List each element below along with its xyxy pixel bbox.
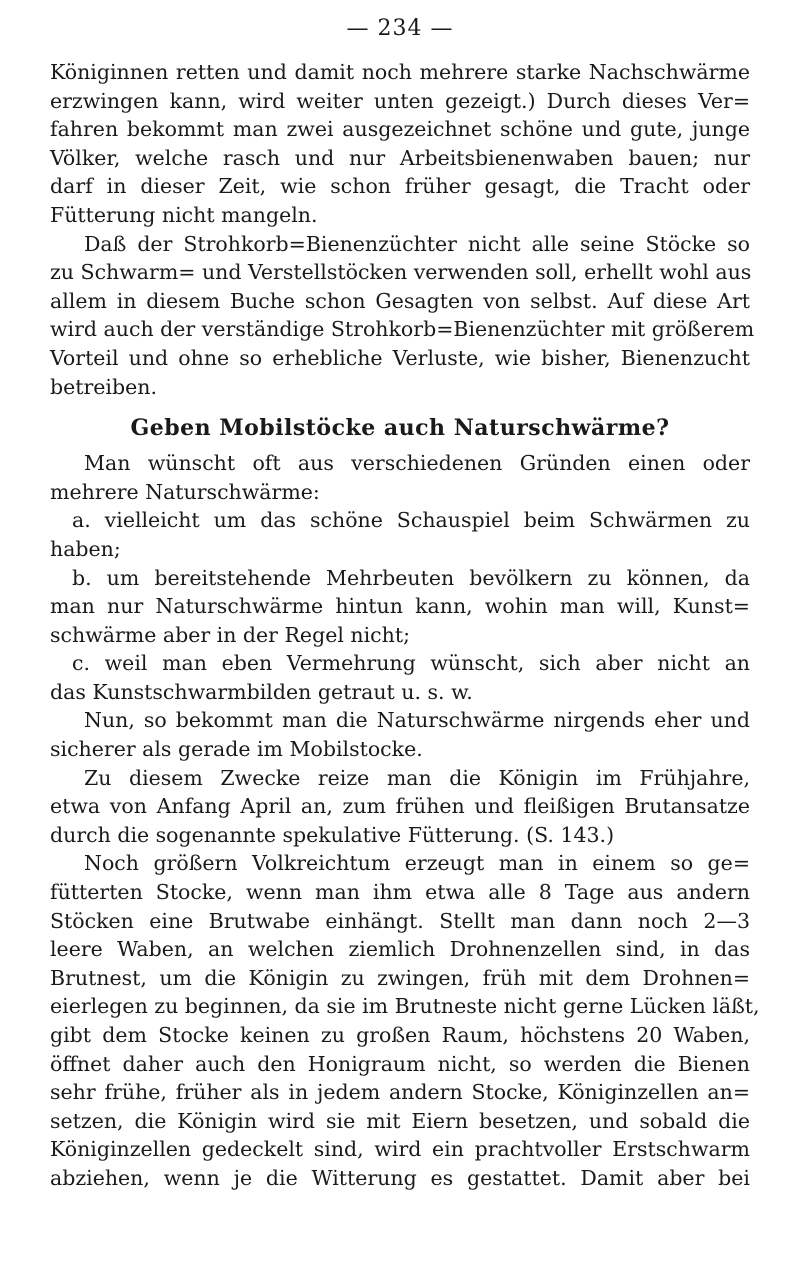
text-line: a. vielleicht um das schöne Schauspiel beim Schwärmen zu: [72, 508, 750, 533]
text-line: mehrere Naturschwärme:: [50, 479, 320, 504]
text-line: c. weil man eben Vermehrung wünscht, sich aber nicht an: [72, 651, 750, 676]
text-line: durch die sogenannte spekulative Fütterung. (S. 143.): [50, 822, 615, 847]
text-line: abziehen, wenn je die Witterung es gestattet. Damit aber bei: [50, 1165, 750, 1190]
text-line: schwärme aber in der Regel nicht;: [50, 622, 410, 647]
text-line: sicherer als gerade im Mobilstocke.: [50, 737, 423, 762]
paragraph-intro: [50, 449, 750, 506]
text-line: Vorteil und ohne so erhebliche Verluste, wie bisher, Bienenzucht: [50, 345, 750, 370]
text-line: etwa von Anfang April an, zum frühen und fleißigen Brutansatze: [50, 794, 750, 819]
text-line: Zu diesem Zwecke reize man die Königin im Frühjahre,: [84, 765, 750, 790]
text-line: das Kunstschwarmbilden getraut u. s. w.: [50, 679, 473, 704]
text-line: fahren bekommt man zwei ausgezeichnet schöne und gute, junge: [50, 117, 750, 142]
text-line: öffnet daher auch den Honigraum nicht, so werden die Bienen: [50, 1051, 750, 1076]
text-line: gibt dem Stocke keinen zu großen Raum, höchstens 20 Waben,: [50, 1023, 750, 1047]
list-item-a: [50, 506, 750, 563]
text-line: allem in diesem Buche schon Gesagten von selbst. Auf diese Art: [50, 288, 750, 313]
paragraph-4: [50, 764, 750, 850]
text-line: leere Waben, an welchen ziemlich Drohnenzellen sind, in das: [50, 937, 750, 962]
text-line: Fütterung nicht mangeln.: [50, 202, 318, 227]
text-line: man nur Naturschwärme hintun kann, wohin man will, Kunst=: [50, 594, 750, 619]
text-line: b. um bereitstehende Mehrbeuten bevölkern zu können, da: [72, 565, 750, 590]
text-line: Nun, so bekommt man die Naturschwärme nirgends eher und: [84, 708, 750, 733]
text-line: betreiben.: [50, 374, 157, 399]
text-line: darf in dieser Zeit, wie schon früher gesagt, die Tracht oder: [50, 174, 750, 199]
text-line: Königinzellen gedeckelt sind, wird ein prachtvoller Erstschwarm: [50, 1137, 750, 1162]
paragraph-2: [50, 230, 755, 402]
text-line: Stöcken eine Brutwabe einhängt. Stellt man dann noch 2—3: [50, 908, 750, 933]
text-line: haben;: [50, 536, 121, 561]
list-item-c: [50, 649, 750, 706]
text-line: eierlegen zu beginnen, da sie im Brutneste nicht gerne Lücken läßt,: [50, 994, 760, 1019]
text-line: fütterten Stocke, wenn man ihm etwa alle 8 Tage aus andern: [50, 880, 750, 905]
text-line: Daß der Strohkorb=Bienenzüchter nicht alle seine Stöcke so: [84, 231, 750, 256]
paragraph-3: [50, 706, 750, 763]
book-page: [50, 14, 760, 1193]
text-line: wird auch der verständige Strohkorb=Bienenzüchter mit größerem: [50, 317, 755, 342]
text-line: Königinnen retten und damit noch mehrere starke Nachschwärme: [50, 60, 750, 84]
text-line: erzwingen kann, wird weiter unten gezeigt.) Durch dieses Ver=: [50, 88, 750, 113]
text-line: setzen, die Königin wird sie mit Eiern besetzen, und sobald die: [50, 1108, 750, 1133]
text-line: Völker, welche rasch und nur Arbeitsbienenwaben bauen; nur: [50, 145, 750, 170]
section-heading: Geben Mobilstöcke auch Naturschwärme?: [130, 415, 670, 442]
text-line: zu Schwarm= und Verstellstöcken verwenden soll, erhellt wohl aus: [50, 260, 752, 285]
text-line: Noch größern Volkreichtum erzeugt man in einem so ge=: [84, 851, 750, 876]
paragraph-5: [50, 849, 760, 1192]
text-line: sehr frühe, früher als in jedem andern Stocke, Königinzellen an=: [50, 1080, 750, 1105]
list-item-b: [50, 564, 750, 650]
page-number: — 234 —: [346, 16, 454, 41]
paragraph-1: [50, 58, 750, 230]
text-line: Brutnest, um die Königin zu zwingen, früh mit dem Drohnen=: [50, 965, 750, 990]
text-line: Man wünscht oft aus verschiedenen Gründen einen oder: [84, 451, 750, 476]
